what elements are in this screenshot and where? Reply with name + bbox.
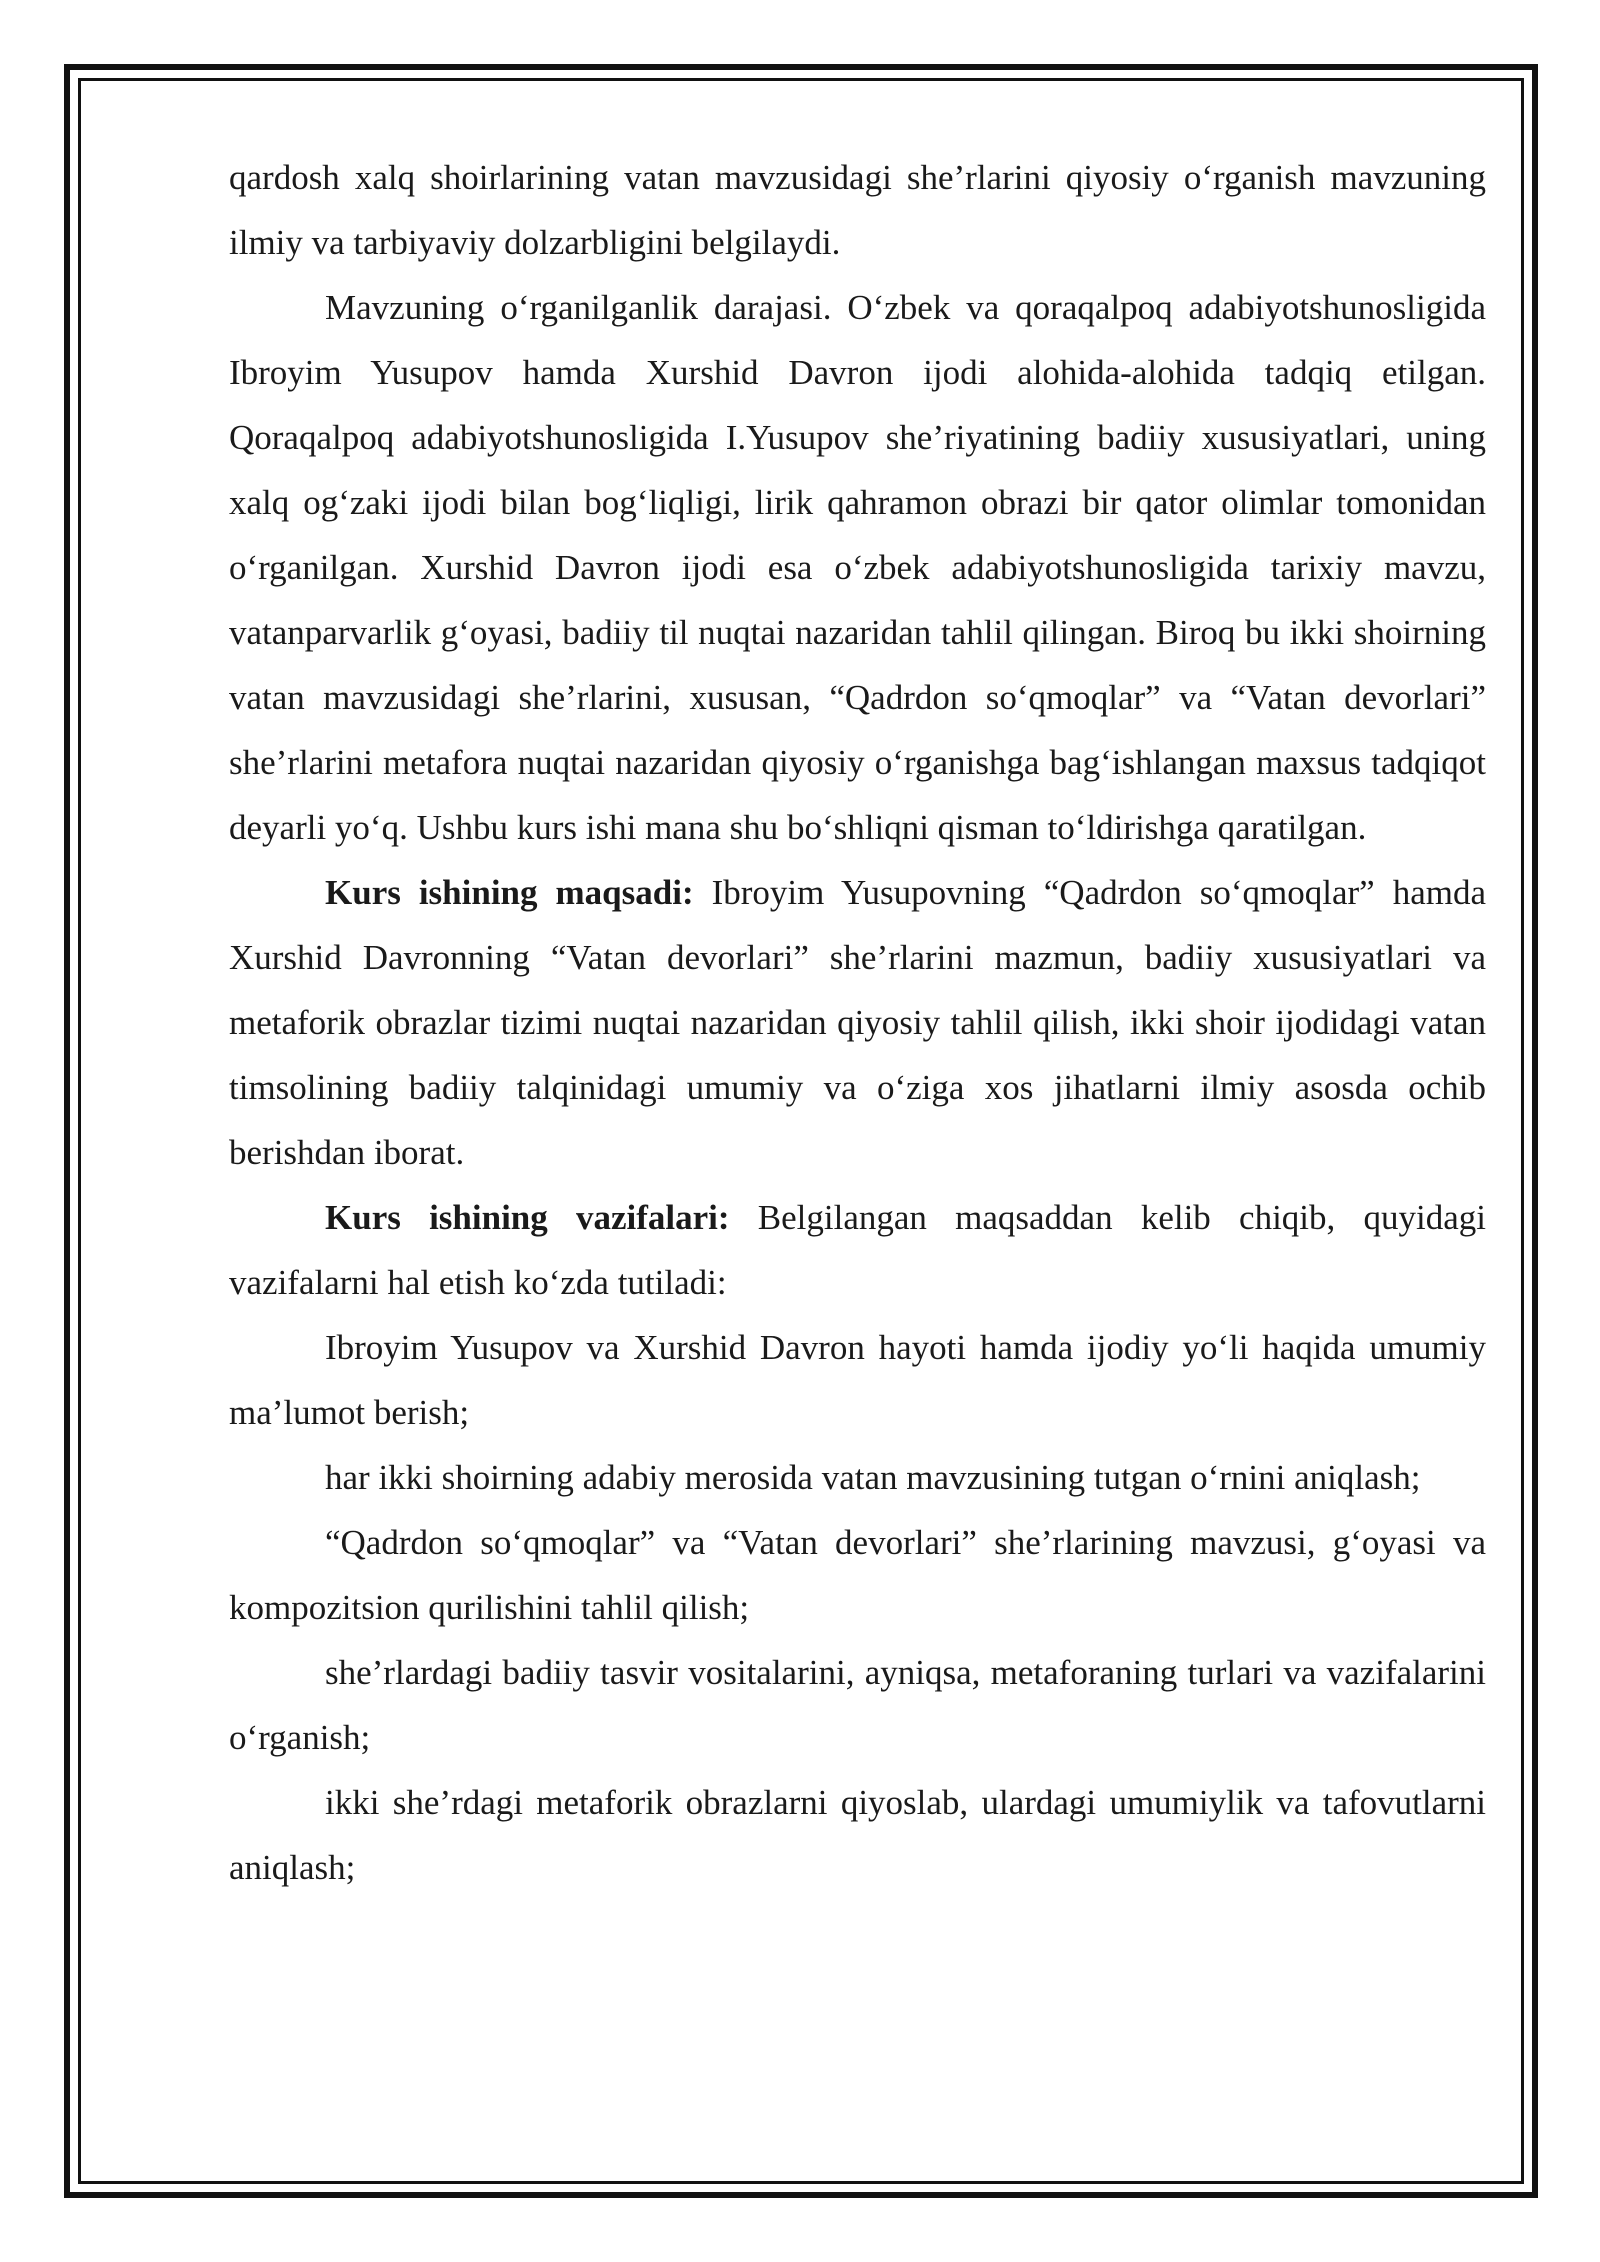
task-item (229, 1510, 1486, 1640)
task-item (229, 1770, 1486, 1900)
paragraph-text: she’rlardagi badiiy tasvir vositalarini, ayniqsa, metaforaning turlari va vazifalarini o‘rganish; (229, 1653, 1486, 1757)
paragraph-text: ikki she’rdagi metaforik obrazlarni qiyoslab, ulardagi umumiylik va tafovutlarni aniqlash; (229, 1783, 1486, 1887)
task-item (229, 1315, 1486, 1445)
paragraph-continuation (229, 145, 1486, 275)
paragraph-text: har ikki shoirning adabiy merosida vatan mavzusining tutgan o‘rnini aniqlash; (325, 1458, 1421, 1497)
paragraph-tasks (229, 1185, 1486, 1315)
paragraph-text: Belgilangan maqsaddan kelib chiqib, quyidagi vazifalarni hal etish ko‘zda tutiladi: (229, 1198, 1486, 1302)
paragraph-text: “Qadrdon so‘qmoqlar” va “Vatan devorlari” she’rlarining mavzusi, g‘oyasi va kompozitsion qurilishini tahlil qilish; (229, 1523, 1486, 1627)
paragraph-lead-heading: Kurs ishining maqsadi: (325, 873, 694, 912)
paragraph-study-degree (229, 275, 1486, 860)
paragraph-text: Ibroyim Yusupovning “Qadrdon so‘qmoqlar” hamda Xurshid Davronning “Vatan devorlari” she’rlarini mazmun, badiiy xususiyatlari va metaforik obrazlar tizimi nuqtai nazaridan qiyosiy tahlil qilish, ikki shoir ijodidagi vatan timsolining badiiy talqinidagi umumiy va o‘ziga xos jihatlarni ilmiy asosda ochib berishdan iborat. (229, 873, 1486, 1172)
task-item (229, 1445, 1486, 1510)
paragraph-lead-heading: Kurs ishining vazifalari: (325, 1198, 730, 1237)
paragraph-text: Mavzuning o‘rganilganlik darajasi. O‘zbek va qoraqalpoq adabiyotshunosligida Ibroyim Yusupov hamda Xurshid Davron ijodi alohida-alohida tadqiq etilgan. Qoraqalpoq adabiyotshunosligida I.Yusupov she’riyatining badiiy xususiyatlari, uning xalq og‘zaki ijodi bilan bog‘liqligi, lirik qahramon obrazi bir qator olimlar tomonidan o‘rganilgan. Xurshid Davron ijodi esa o‘zbek adabiyotshunosligida tarixiy mavzu, vatanparvarlik g‘oyasi, badiiy til nuqtai nazaridan tahlil qilingan. Biroq bu ikki shoirning vatan mavzusidagi she’rlarini, xususan, “Qadrdon so‘qmoqlar” va “Vatan devorlari” she’rlarini metafora nuqtai nazaridan qiyosiy o‘rganishga bag‘ishlangan maxsus tadqiqot deyarli yo‘q. Ushbu kurs ishi mana shu bo‘shliqni qisman to‘ldirishga qaratilgan. (229, 288, 1486, 847)
paragraph-text: Ibroyim Yusupov va Xurshid Davron hayoti hamda ijodiy yo‘li haqida umumiy ma’lumot berish; (229, 1328, 1486, 1432)
task-item (229, 1640, 1486, 1770)
document-body (229, 145, 1486, 1900)
paragraph-text: qardosh xalq shoirlarining vatan mavzusidagi she’rlarini qiyosiy o‘rganish mavzuning ilmiy va tarbiyaviy dolzarbligini belgilaydi. (229, 158, 1486, 262)
paragraph-purpose (229, 860, 1486, 1185)
